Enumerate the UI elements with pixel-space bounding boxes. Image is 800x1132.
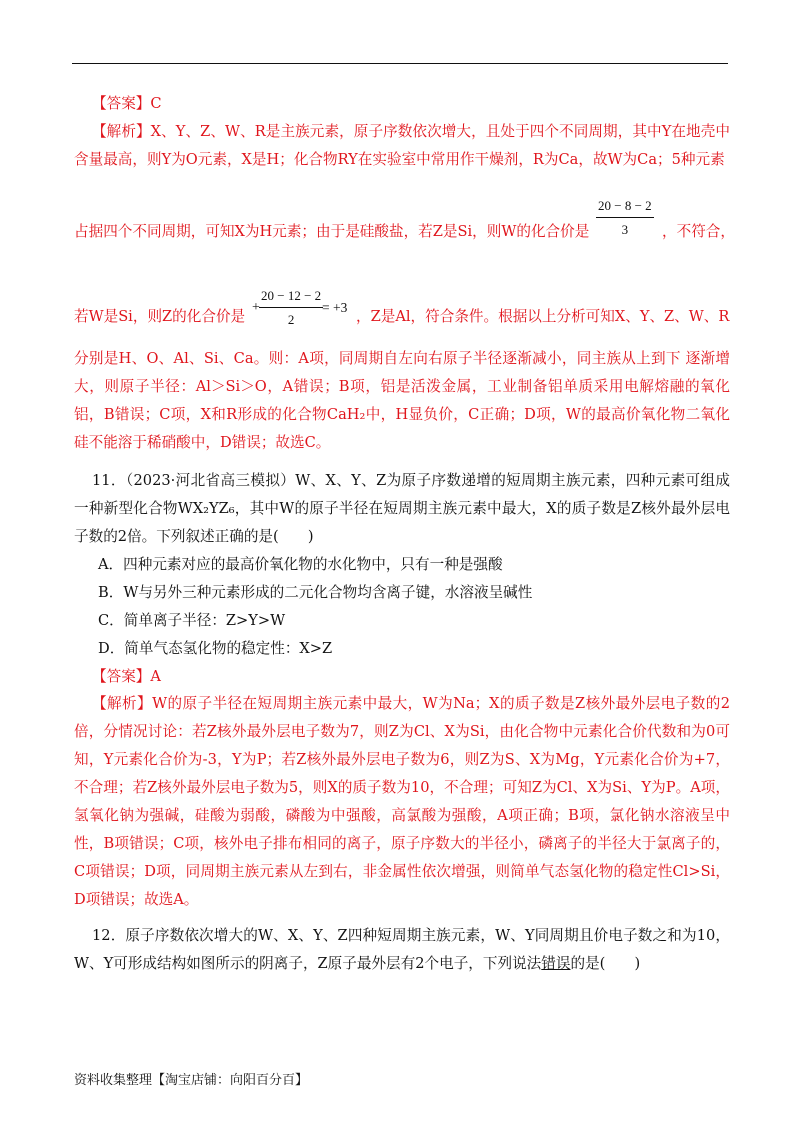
question-11-option-a: A．四种元素对应的最高价氧化物的水化物中，只有一种是强酸 [98,556,503,573]
fraction-numerator: 20 − 8 − 2 [598,198,652,213]
answer-label-2: 【答案】A [92,668,161,685]
answer-label-1: 【答案】C [92,95,162,112]
analysis-text: W的原子半径在短周期主族元素中最大，W为Na；X的质子数是Z核外最外层电子数的2倍，分情况讨论：若Z核外最外层电子数为7，则Z为Cl、X为Si，由化合物中元素化合价代数和为0可知，Y元素化合价为-3，Y为P；若Z核外最外层电子数为6，则Z为S、X为Mg，Y元素化合价为+7，不合理；若Z核外最外层电子数为5，则X的质子数为10，不合理；可知Z为Cl、X为Si、Y为P。A项，氢氧化钠为强碱，硅酸为弱酸，磷酸为中强酸，高氯酸为强酸，A项正确；B项，氯化钠水溶液呈中性，B项错误；C项，核外电子排布相同的离子，原子序数大的半径小，磷离子的半径大于氯离子的，C项错误；D项，同周期主族元素从左到右，非金属性依次增强，则简单气态氢化物的稳定性Cl>Si，D项错误；故选A。 [74,695,730,908]
fraction-numerator: 20 − 12 − 2 [261,288,322,303]
analysis-label: 【解析】 [92,123,151,140]
analysis-text: 若W是Si，则Z的化合价是 [74,308,246,325]
analysis-text: X、Y、Z、W、R是主族元素，原子序数依次增大，且处于四个不同周期，其中Y在地壳中含量最高，则Y为O元素，X是H；化合物RY在实验室中常用作干燥剂，R为Ca，故W为Ca；5种元素 [74,123,730,168]
underlined-word: 错误 [541,955,571,972]
question-text: 12．原子序数依次增大的W、X、Y、Z四种短周期主族元素，W、Y同周期且价电子数之和为10，W、Y可形成结构如图所示的阴离子，Z原子最外层有2个电子，下列说法 [74,927,730,972]
fraction-denominator: 3 [621,222,629,237]
question-text: 的是( ) [570,955,641,972]
analysis-2 [74,690,730,914]
question-11-stem: 11．（2023·河北省高三模拟）W、X、Y、Z为原子序数递增的短周期主族元素，四种元素可组成一种新型化合物WX₂YZ₆，其中W的原子半径在短周期主族元素中最大，X的质子数是Z核外最外层电子数的2倍。下列叙述正确的是( ) [74,472,730,545]
fraction-1 [596,198,654,238]
analysis-label: 【解析】 [92,695,153,712]
analysis-1-para-1 [74,118,730,174]
fraction-2 [259,288,323,328]
page-footer: 资料收集整理【淘宝店铺：向阳百分百】 [74,1073,309,1088]
analysis-text: ，不符合， [662,223,735,240]
analysis-text: 占据四个不同周期，可知X为H元素；由于是硅酸盐，若Z是Si，则W的化合价是 [74,223,590,240]
analysis-text: ，Z是Al，符合条件。根据以上分析可知X、Y、Z、W、R [356,308,730,325]
fraction-plus-sign: + [252,300,260,315]
fraction-denominator: 2 [287,312,295,327]
question-11-option-d: D．简单气态氢化物的稳定性：X>Z [98,640,333,657]
header-rule [72,63,728,64]
question-12-stem [74,922,730,978]
question-11-option-b: B．W与另外三种元素形成的二元化合物均含离子键，水溶液呈碱性 [98,584,533,601]
fraction-result: = +3 [322,300,348,315]
question-11-option-c: C．简单离子半径：Z>Y>W [98,612,286,629]
analysis-1-para-2: 分别是H、O、Al、Si、Ca。则：A项，同周期自左向右原子半径逐渐减小，同主族从上到下 逐渐增大，则原子半径：Al＞Si＞O，A错误；B项，铝是活泼金属，工业制备铝单质采用电解熔融的氧化铝，B错误；C项，X和R形成的化合物CaH₂中，H显负价，C正确；D项，W的最高价氧化物二氧化硅不能溶于稀硝酸中，D错误；故选C。 [74,350,730,451]
analysis-1-line-frac1 [74,222,589,242]
